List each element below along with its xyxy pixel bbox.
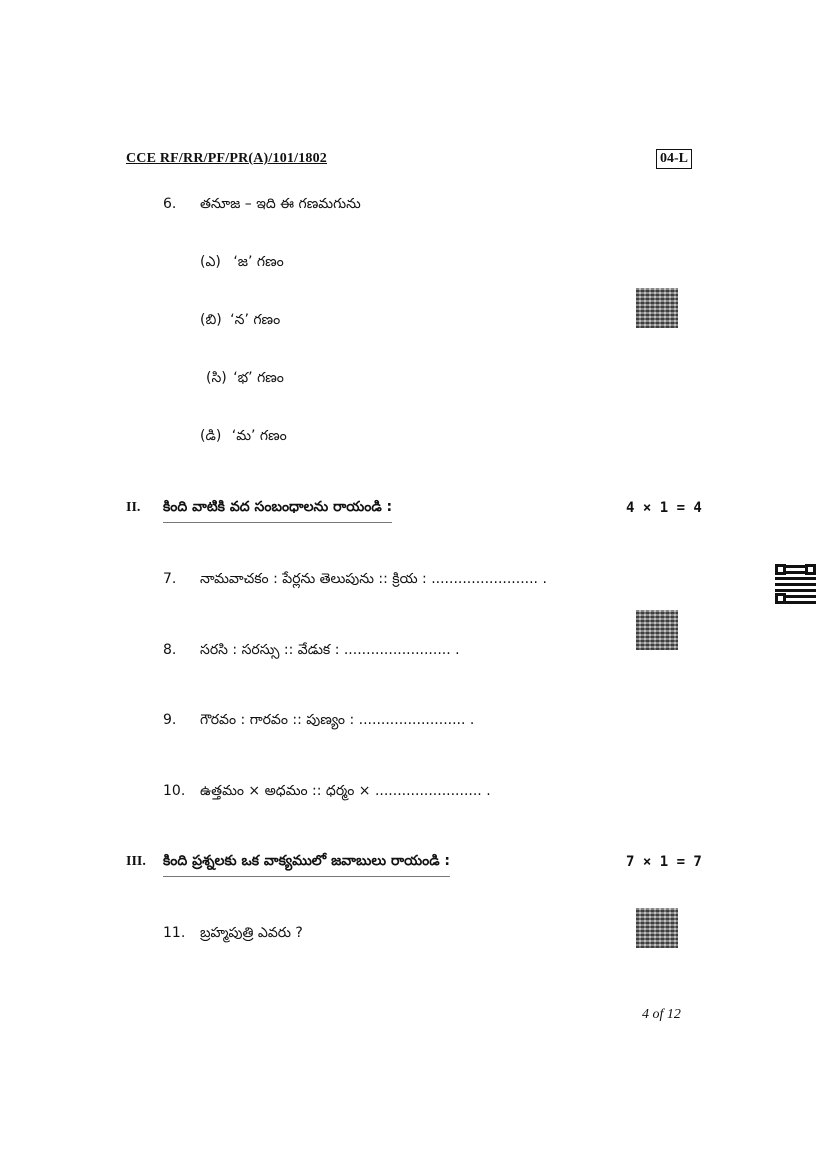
question-number-6: 6. [163,196,177,212]
section-number-2: II. [126,500,141,515]
qr-code-image [775,564,816,604]
qr-finder-mark [775,593,786,604]
question-text-11: బ్రహ్మపుత్రి ఎవరు ? [200,925,303,941]
question-text-9: గౌరవం : గారవం :: పుణ్యం : ........................ . [200,712,475,728]
section-number-3: III. [126,854,146,869]
qr-finder-mark [805,564,816,575]
option-text: ‘జ’ గణం [233,254,284,270]
question-number-11: 11. [163,925,186,941]
qr-code-image [636,610,678,650]
option-label: (సి) [206,370,227,386]
qr-finder-mark [775,564,786,575]
option-text: ‘భ’ గణం [233,370,284,386]
section-title-3: కింది ప్రశ్నలకు ఒక వాక్యములో జవాబులు రాయండి : [163,853,450,877]
option-a [200,254,284,273]
option-label: (బి) [200,312,222,328]
section-title-2: కింది వాటికి వద సంబంధాలను రాయండి : [163,499,392,523]
question-text-7: నామవాచకం : పేర్లను తెలుపును :: క్రియ : ........................ . [200,571,547,587]
option-d [200,428,287,447]
question-text-8: సరసి : సరస్సు :: వేడుక : ........................ . [200,642,460,658]
page-number: 4 of 12 [642,1007,681,1022]
question-text-6: తనూజ – ఇది ఈ గణమగును [200,196,361,212]
qr-code-image [636,288,678,328]
question-number-10: 10. [163,783,186,799]
option-label: (ఎ) [200,254,221,270]
option-text: ‘మ’ గణం [231,428,287,444]
option-text: ‘న’ గణం [230,312,281,328]
question-number-7: 7. [163,571,177,587]
version-badge: 04-L [656,149,692,169]
option-label: (డి) [200,428,222,444]
exam-code: CCE RF/RR/PF/PR(A)/101/1802 [126,151,327,166]
section-marks-2: 4 × 1 = 4 [626,500,702,516]
option-c [206,370,284,389]
option-b [200,312,280,331]
question-text-10: ఉత్తమం × అధమం :: ధర్మం × ........................ . [200,783,491,799]
qr-code-image [636,908,678,948]
question-number-9: 9. [163,712,177,728]
question-number-8: 8. [163,642,177,658]
section-marks-3: 7 × 1 = 7 [626,854,702,870]
